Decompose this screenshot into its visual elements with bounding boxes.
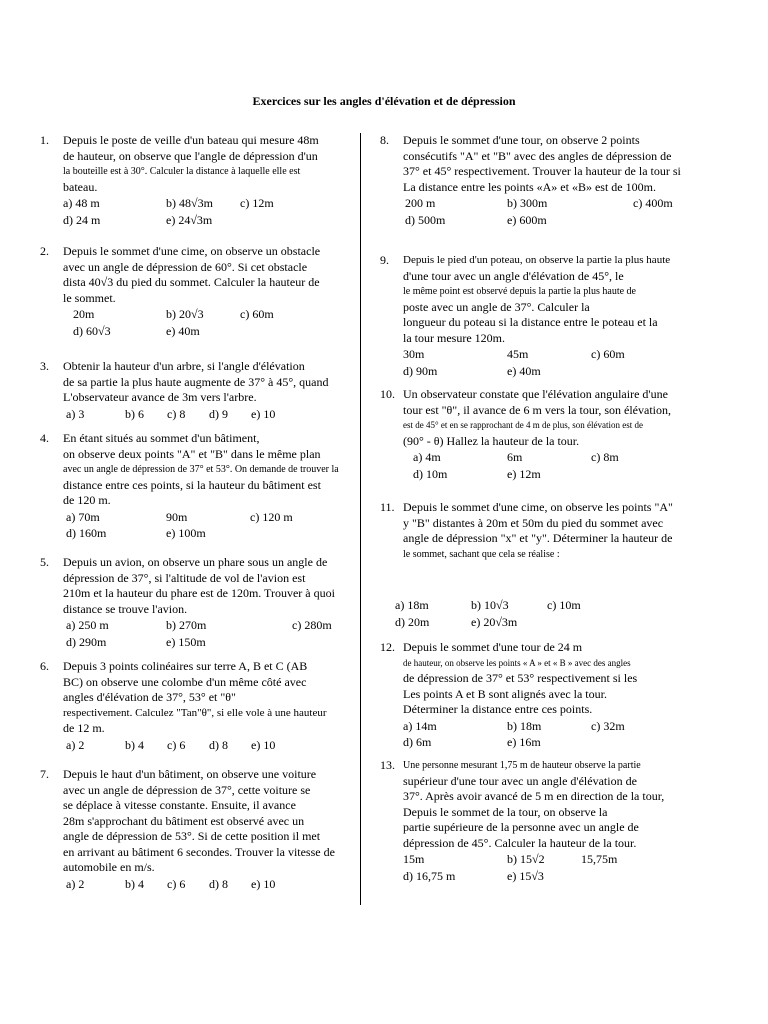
answer-option: d) 20m [395, 614, 430, 629]
question-7 [40, 767, 358, 892]
answer-option: e) 10 [251, 876, 276, 891]
answer-option: c) 8 [167, 406, 186, 421]
answer-option: a) 3 [66, 406, 85, 421]
answer-options [403, 869, 728, 885]
answer-option: e) 15√3 [507, 868, 544, 883]
answer-option: c) 60m [240, 307, 274, 321]
question-number: 11. [380, 500, 395, 514]
question-13 [380, 758, 728, 884]
answer-option: b) 18m [507, 718, 542, 733]
question-5 [40, 555, 358, 659]
answer-option: 30m [403, 347, 425, 361]
question-text: Depuis le sommet d'une cime, on observe un obstacle avec un angle de dépression de 60°. Si cet obstacle dista 40√3 du pied du sommet. Calculer la hauteur de le sommet. [63, 244, 321, 305]
right-column [380, 133, 728, 884]
question-text: Obtenir la hauteur d'un arbre, si l'angle d'élévation de sa partie la plus haute augmente de 37° à 45°, quand L'observateur avance de 3m vers l'arbre. [63, 359, 329, 404]
answer-option: 200 m [405, 196, 436, 210]
answer-option: b) 6 [125, 406, 144, 421]
answer-option: e) 12m [507, 466, 541, 481]
question-text: Depuis 3 points colinéaires sur terre A, B et C (AB BC) on observe une colombe d'un même côté avec angles d'élévation de 37°, 53° et "θ" respectivement. Calculez "Tan"θ", si elle vole à une hauteur de 12 m. [63, 659, 327, 735]
answer-option: e) 24√3m [166, 212, 213, 227]
answer-option: a) 2 [66, 876, 85, 891]
answer-option: c) 32m [591, 718, 625, 733]
question-number: 13. [380, 758, 395, 772]
answer-options [63, 635, 358, 651]
answer-option: 90m [166, 509, 188, 524]
answer-option: b) 20√3 [166, 307, 204, 321]
answer-option: b) 300m [507, 196, 548, 210]
answer-option: e) 150m [166, 634, 206, 649]
answer-options [63, 738, 358, 754]
answer-option: b) 10√3 [471, 598, 509, 612]
answer-option: 20m [73, 307, 95, 321]
answer-options [403, 450, 728, 466]
answer-options [63, 526, 358, 542]
answer-option: c) 120 m [250, 509, 293, 524]
answer-option: e) 40m [166, 323, 200, 338]
answer-option: c) 280m [292, 618, 332, 632]
answer-option: e) 10 [251, 737, 276, 752]
answer-options [403, 719, 728, 735]
answer-options [403, 467, 728, 483]
answer-option: d) 500m [405, 212, 446, 227]
answer-option: d) 60√3 [73, 323, 111, 338]
left-column [40, 133, 358, 892]
answer-option: e) 20√3m [471, 614, 518, 629]
question-text: Depuis un avion, on observe un phare sous un angle de dépression de 37°, si l'altitude de vol de l'avion est 210m et la hauteur du phare est de 120m. Trouver à quoi distance se trouve l'avion. [63, 555, 335, 616]
question-9 [380, 253, 728, 387]
answer-option: c) 12m [240, 196, 274, 210]
answer-options [63, 307, 358, 323]
question-text: Depuis le haut d'un bâtiment, on observe une voiture avec un angle de dépression de 37°, cette voiture se se déplace à vitesse constante. Ensuite, il avance 28m s'approchant du bâtiment est observé avec un angle de dépression de 53°. Si de cette position il met en arrivant au bâtiment 6 secondes. Trouver la vitesse de automobile en m/s. [63, 767, 335, 874]
answer-option: d) 8 [209, 737, 228, 752]
answer-option: a) 18m [395, 598, 429, 612]
answer-option: 45m [507, 347, 529, 361]
answer-option: c) 6 [167, 737, 186, 752]
answer-option: a) 48 m [63, 196, 100, 210]
answer-option: d) 9 [209, 406, 228, 421]
question-number: 2. [40, 244, 49, 258]
question-2 [40, 244, 358, 359]
page-title: Exercices sur les angles d'élévation et de dépression [252, 94, 516, 108]
question-text: Une personne mesurant 1,75 m de hauteur observe la partie supérieur d'une tour avec un angle d'élévation de 37°. Après avoir avancé de 5 m en direction de la tour, Depuis le sommet de la tour, on observe la partie supérieure de la personne avec un angle de dépression de 45°. Calculer la hauteur de la tour. [403, 760, 665, 850]
question-text: Depuis le poste de veille d'un bateau qui mesure 48m de hauteur, on observe que l'angle de dépression d'un la bouteille est à 30°. Calculer la distance à laquelle elle est bateau. [63, 133, 319, 194]
answer-options [403, 196, 728, 212]
answer-options [403, 852, 728, 868]
answer-option: a) 70m [66, 509, 100, 524]
answer-option: a) 250 m [66, 618, 109, 632]
question-number: 3. [40, 359, 49, 373]
answer-option: c) 10m [547, 598, 581, 612]
answer-option: b) 4 [125, 876, 144, 891]
answer-option: d) 10m [413, 466, 448, 481]
answer-options [403, 735, 728, 751]
answer-option: c) 400m [633, 196, 673, 210]
answer-options [63, 877, 358, 893]
question-11 [380, 500, 728, 640]
question-10 [380, 387, 728, 500]
question-number: 1. [40, 133, 49, 147]
answer-options [63, 324, 358, 340]
question-6 [40, 659, 358, 767]
answer-options [395, 598, 728, 614]
answer-option: 15,75m [581, 852, 618, 866]
answer-options [403, 347, 728, 363]
answer-option: b) 15√2 [507, 852, 545, 866]
answer-options [63, 407, 358, 423]
answer-option: a) 14m [403, 718, 437, 733]
answer-options [403, 213, 728, 229]
answer-options [63, 196, 358, 212]
answer-option: e) 16m [507, 735, 541, 749]
question-1 [40, 133, 358, 244]
answer-options [63, 510, 358, 526]
answer-option: e) 10 [251, 406, 276, 421]
answer-options [63, 213, 358, 229]
answer-option: d) 290m [66, 634, 107, 649]
question-3 [40, 359, 358, 431]
answer-option: e) 600m [507, 212, 547, 227]
answer-option: c) 6 [167, 876, 186, 891]
answer-option: d) 8 [209, 876, 228, 891]
question-text: Un observateur constate que l'élévation angulaire d'une tour est "θ", il avance de 6 m vers la tour, son élévation, est de 45° et en se rapprochant de 4 m de plus, son élévation est de (90° - θ) Hallez la hauteur de la tour. [403, 387, 671, 448]
answer-option: d) 90m [403, 363, 438, 378]
column-divider [360, 133, 361, 905]
question-4 [40, 431, 358, 555]
question-text: Depuis le sommet d'une tour, on observe 2 points consécutifs "A" et "B" avec des angles de dépression de 37° et 45° respectivement. Trouver la hauteur de la tour si La distance entre les points «A» et «B» est de 100m. [403, 133, 681, 194]
answer-option: d) 24 m [63, 212, 101, 227]
answer-option: b) 270m [166, 618, 207, 632]
answer-option: a) 2 [66, 737, 85, 752]
answer-option: b) 4 [125, 737, 144, 752]
answer-option: 6m [507, 450, 523, 464]
question-text: Depuis le sommet d'une tour de 24 m de hauteur, on observe les points « A » et « B » avec des angles de dépression de 37° et 53° respectivement si les Les points A et B sont alignés avec la tour. Déterminer la distance entre ces points. [403, 640, 638, 716]
answer-option: c) 60m [591, 347, 625, 361]
question-8 [380, 133, 728, 253]
question-number: 10. [380, 387, 395, 401]
question-number: 6. [40, 659, 49, 673]
answer-option: e) 40m [507, 363, 541, 378]
question-12 [380, 640, 728, 758]
answer-option: e) 100m [166, 526, 206, 540]
answer-option: d) 6m [403, 735, 432, 749]
answer-options [403, 364, 728, 380]
question-text: Depuis le sommet d'une cime, on observe les points "A" y "B" distantes à 20m et 50m du pied du sommet avec angle de dépression "x" et "y". Déterminer la hauteur de le sommet, sachant que cela se réalise : [403, 500, 673, 560]
question-number: 12. [380, 640, 395, 654]
question-text: En étant situés au sommet d'un bâtiment, on observe deux points "A" et "B" dans le même plan avec un angle de dépression de 37° et 53°. On demande de trouver la distance entre ces points, si la hauteur du bâtiment est de 120 m. [63, 431, 339, 507]
question-number: 4. [40, 431, 49, 445]
answer-option: d) 160m [66, 526, 107, 540]
answer-options [395, 615, 728, 631]
question-number: 8. [380, 133, 389, 147]
question-number: 7. [40, 767, 49, 781]
question-number: 9. [380, 253, 389, 267]
answer-option: a) 4m [413, 450, 441, 464]
answer-option: d) 16,75 m [403, 868, 456, 883]
answer-option: 15m [403, 852, 425, 866]
answer-options [63, 618, 358, 634]
answer-option: b) 48√3m [166, 196, 213, 210]
question-text: Depuis le pied d'un poteau, on observe la partie la plus haute d'une tour avec un angle d'élévation de 45°, le le même point est observé depuis la partie la plus haute de poste avec un angle de 37°. Calculer la longueur du poteau si la distance entre le poteau et la la tour mesure 120m. [403, 254, 671, 345]
answer-option: c) 8m [591, 450, 619, 464]
question-number: 5. [40, 555, 49, 569]
